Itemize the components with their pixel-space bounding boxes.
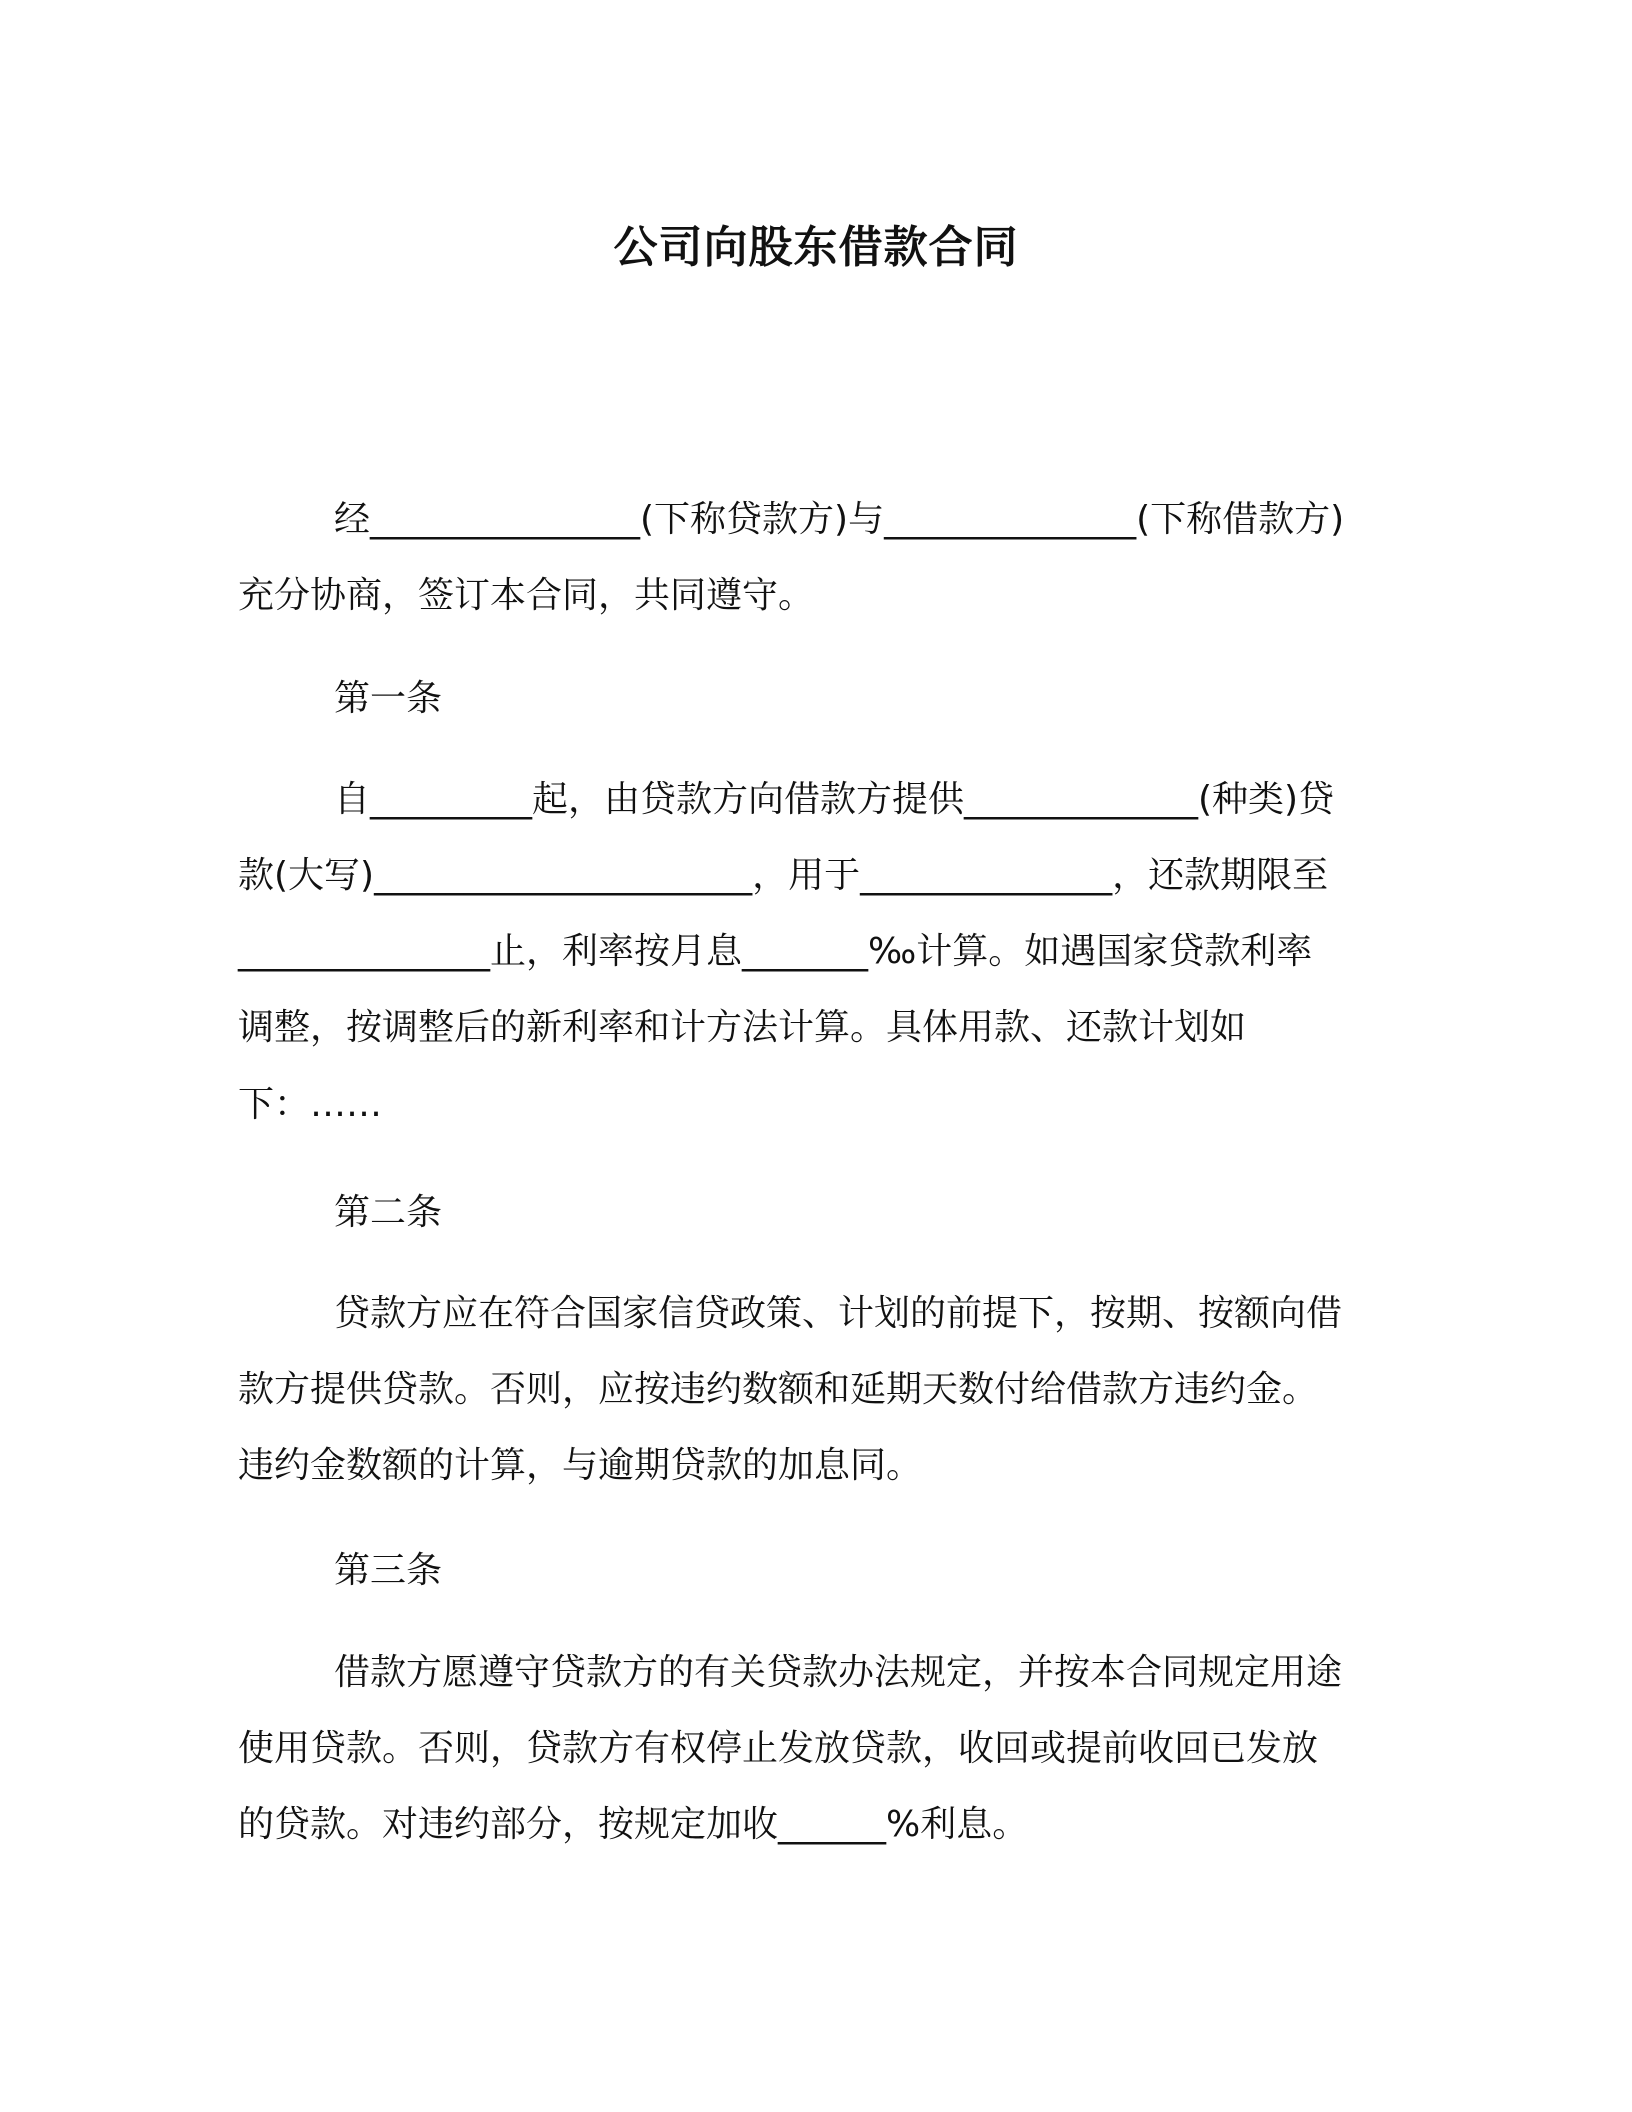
article-2-line-3: 违约金数额的计算，与逾期贷款的加息同。 [238, 1445, 923, 1486]
article-1-line-2: 款(大写)_____________________，用于______________，还款期限至 [238, 855, 1329, 896]
preamble-line-2: 充分协商，签订本合同，共同遵守。 [238, 575, 815, 616]
article-1-line-4: 调整，按调整后的新利率和计方法计算。具体用款、还款计划如 [238, 1007, 1247, 1048]
document-title: 公司向股东借款合同 [613, 222, 1019, 273]
article-1-heading: 第一条 [334, 678, 443, 719]
article-2-line-1: 贷款方应在符合国家信贷政策、计划的前提下，按期、按额向借 [334, 1293, 1343, 1334]
preamble-line-1: 经_______________(下称贷款方)与______________(下称借款方) [334, 499, 1345, 540]
article-2-line-2: 款方提供贷款。否则，应按违约数额和延期天数付给借款方违约金。 [238, 1369, 1319, 1410]
article-3-line-1: 借款方愿遵守贷款方的有关贷款办法规定，并按本合同规定用途 [334, 1652, 1343, 1693]
article-3-heading: 第三条 [334, 1550, 443, 1591]
article-1-line-1: 自_________起，由贷款方向借款方提供_____________(种类)贷 [334, 779, 1335, 820]
article-1-line-3: ______________止，利率按月息_______‰计算。如遇国家贷款利率 [238, 931, 1313, 972]
article-1-line-5: 下：…… [238, 1084, 383, 1125]
article-3-line-2: 使用贷款。否则，贷款方有权停止发放贷款，收回或提前收回已发放 [238, 1728, 1319, 1769]
article-2-heading: 第二条 [334, 1192, 443, 1233]
article-3-line-3: 的贷款。对违约部分，按规定加收______%利息。 [238, 1804, 1029, 1845]
